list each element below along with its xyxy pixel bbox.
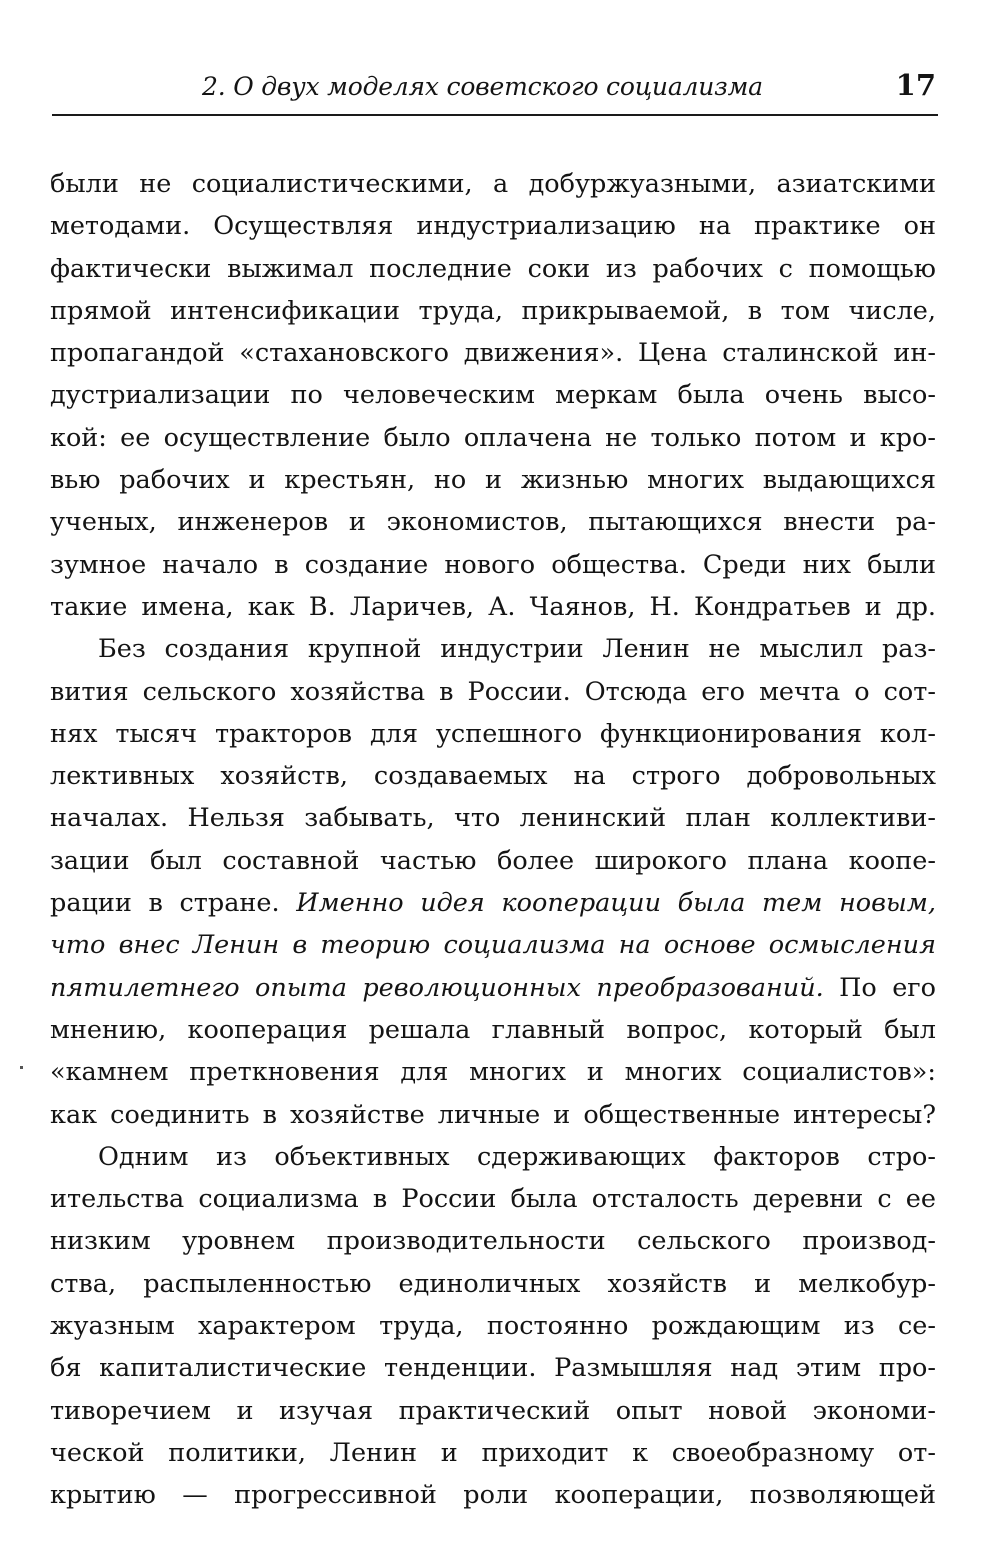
- text-line: зумное начало в создание нового общества. Среди них были: [50, 549, 936, 580]
- text-line: фактически выжимал последние соки из рабочих с помощью: [50, 253, 936, 284]
- text-line: прямой интенсификации труда, прикрываемой, в том числе,: [50, 295, 936, 326]
- text-line: Без создания крупной индустрии Ленин не мыслил раз-: [98, 634, 936, 665]
- text-line-mixed: [50, 967, 936, 1009]
- text-line: нях тысяч тракторов для успешного функционирования кол-: [50, 718, 936, 749]
- text-line: как соединить в хозяйстве личные и общественные интересы?: [50, 1099, 936, 1130]
- plain-text: По его: [823, 972, 937, 1003]
- text-line: Одним из объективных сдерживающих факторов стро-: [98, 1141, 936, 1172]
- text-line: ученых, инженеров и экономистов, пытающихся внести ра-: [50, 507, 936, 538]
- text-line: бя капиталистические тенденции. Размышляя над этим про-: [50, 1353, 936, 1384]
- text-line: были не социалистическими, а добуржуазными, азиатскими: [50, 169, 936, 199]
- text-line: тиворечием и изучая практический опыт новой экономи-: [50, 1395, 936, 1426]
- body-text: [50, 163, 936, 1517]
- text-line: такие имена, как В. Ларичев, А. Чаянов, Н. Кондратьев и др.: [50, 591, 936, 622]
- text-line: вью рабочих и крестьян, но и жизнью многих выдающихся: [50, 465, 936, 496]
- text-line: крытию — прогрессивной роли кооперации, позволяющей: [50, 1480, 936, 1511]
- paragraph: [50, 1136, 936, 1517]
- text-line: зации был составной частью более широкого плана коопе-: [50, 845, 936, 876]
- text-line: пропагандой «стахановского движения». Цена сталинской ин-: [50, 338, 936, 369]
- emphasis-text: Именно идея кооперации была тем новым,: [296, 888, 937, 919]
- text-line: началах. Нельзя забывать, что ленинский план коллективи-: [50, 803, 936, 834]
- text-line-mixed: [50, 882, 936, 924]
- text-line: ительства социализма в России была отсталость деревни с ее: [50, 1184, 936, 1215]
- margin-mark: [20, 1066, 23, 1069]
- text-line: лективных хозяйств, создаваемых на строго добровольных: [50, 761, 936, 792]
- paragraph: [50, 163, 936, 628]
- text-line: жуазным характером труда, постоянно рождающим из се-: [50, 1311, 936, 1342]
- text-line: ческой политики, Ленин и приходит к своеобразному от-: [50, 1437, 936, 1468]
- text-line: вития сельского хозяйства в России. Отсюда его мечта о сот-: [50, 676, 936, 707]
- emphasis-text: пятилетнего опыта революционных преобразований.: [50, 972, 824, 1003]
- text-line: дустриализации по человеческим меркам была очень высо-: [50, 380, 936, 411]
- text-line: методами. Осуществляя индустриализацию на практике он: [50, 211, 936, 242]
- running-header: [52, 68, 938, 116]
- running-title: 2. О двух моделях советского социализма: [202, 72, 763, 101]
- page-number: 17: [895, 68, 936, 102]
- text-line: кой: ее осуществление было оплачена не только потом и кро-: [50, 422, 936, 453]
- text-line: мнению, кооперация решала главный вопрос, который был: [50, 1014, 936, 1045]
- paragraph: [50, 628, 936, 1136]
- text-line: низким уровнем производительности сельского производ-: [50, 1226, 936, 1257]
- text-line: «камнем преткновения для многих и многих социалистов»:: [50, 1057, 936, 1088]
- plain-text: рации в стране.: [50, 888, 297, 919]
- emphasis-line: что внес Ленин в теорию социализма на основе осмысления: [50, 930, 936, 961]
- text-line: ства, распыленностью единоличных хозяйств и мелкобур-: [50, 1268, 936, 1299]
